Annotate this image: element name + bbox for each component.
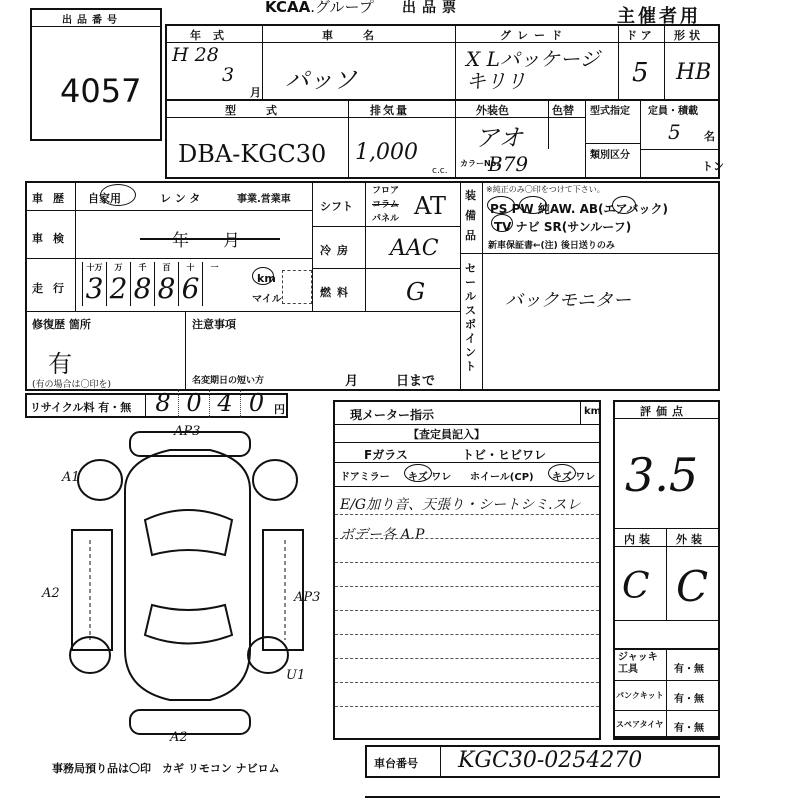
recycle-digit: 4 (210, 389, 241, 418)
inspector-lines (335, 490, 599, 735)
ruled-line (335, 658, 599, 659)
inspector-note-2: ボデー各 A.P (340, 527, 425, 543)
history-private-circle (100, 184, 136, 206)
recycle-digit: 8 (148, 389, 179, 418)
ruled-line (335, 514, 599, 515)
ruled-line (335, 634, 599, 635)
mileage-cell (154, 262, 178, 306)
fuel-value: G (406, 278, 426, 306)
lot-number: 4057 (60, 72, 142, 110)
mileage-cell (202, 262, 226, 306)
capacity-value: 5 (668, 120, 681, 144)
mark-top: AP3 (174, 424, 201, 439)
interior-grade: C (622, 566, 650, 607)
organizer-label: 主催者用 (617, 6, 701, 27)
mileage-digit: 2 (109, 272, 128, 305)
color-code-value: B79 (488, 152, 529, 176)
chassis-number: KGC30-0254270 (458, 748, 643, 773)
mileage-digit: 3 (85, 272, 104, 305)
office-items: 事務局預り品は〇印 カギ リモコン ナビロム (52, 762, 280, 775)
mileage-cell (82, 262, 106, 306)
mileage-cell (130, 262, 154, 306)
mark-right-mid: AP3 (294, 590, 321, 605)
recycle-digits (148, 389, 274, 418)
car-diagram (60, 420, 330, 750)
doors-value: 5 (632, 58, 649, 88)
mileage-unit: 十万 (86, 263, 103, 272)
mileage-unit: 一 (210, 263, 219, 272)
mileage-unit: 百 (162, 263, 171, 272)
mileage-digit: 6 (181, 272, 200, 305)
aircon-value: AAC (390, 236, 439, 261)
lot-label: 出品番号 (62, 15, 122, 26)
recycle-digit: 0 (248, 389, 265, 417)
rating-value: 3.5 (625, 448, 699, 502)
model-value: DBA-KGC30 (178, 140, 327, 168)
sales-point-value: バックモニター (505, 290, 631, 311)
month-value: 3 (222, 64, 235, 86)
ruled-line (335, 562, 599, 563)
repair-value: 有 (48, 350, 72, 378)
inspector-note-1: E/G加り音、天張り・シートシミ.スレ (340, 497, 581, 513)
ruled-line (335, 610, 599, 611)
shift-value: AT (414, 192, 447, 220)
exterior-grade: C (676, 562, 709, 611)
mark-bottom: A2 (170, 730, 188, 745)
mileage-digit: 8 (157, 272, 176, 305)
ruled-line (335, 706, 599, 707)
ruled-line (335, 682, 599, 683)
mark-left-mid: A2 (42, 586, 60, 601)
color-value: アオ (475, 124, 523, 152)
mark-right-rear: U1 (286, 668, 306, 683)
displacement-value: 1,000 (355, 140, 418, 165)
grade-value: X Lパッケージ キリリ (466, 47, 600, 93)
mileage-unit: 万 (114, 263, 123, 272)
era-year: H 28 (172, 44, 219, 66)
mileage-digit: 8 (133, 272, 152, 305)
mileage-cell (178, 262, 202, 306)
mileage-cell (106, 262, 130, 306)
company-name: KCAA.グループ (265, 0, 374, 16)
mileage-unit: 十 (186, 263, 195, 272)
shape-value: HB (676, 60, 712, 85)
mileage-unit: 千 (138, 263, 147, 272)
recycle-digit: 0 (179, 389, 210, 418)
mark-left-front: A1 (62, 470, 80, 485)
sheet-title: 出品票 (402, 0, 462, 16)
ruled-line (335, 538, 599, 539)
ruled-line (335, 586, 599, 587)
car-name-value: パッソ (285, 66, 357, 94)
